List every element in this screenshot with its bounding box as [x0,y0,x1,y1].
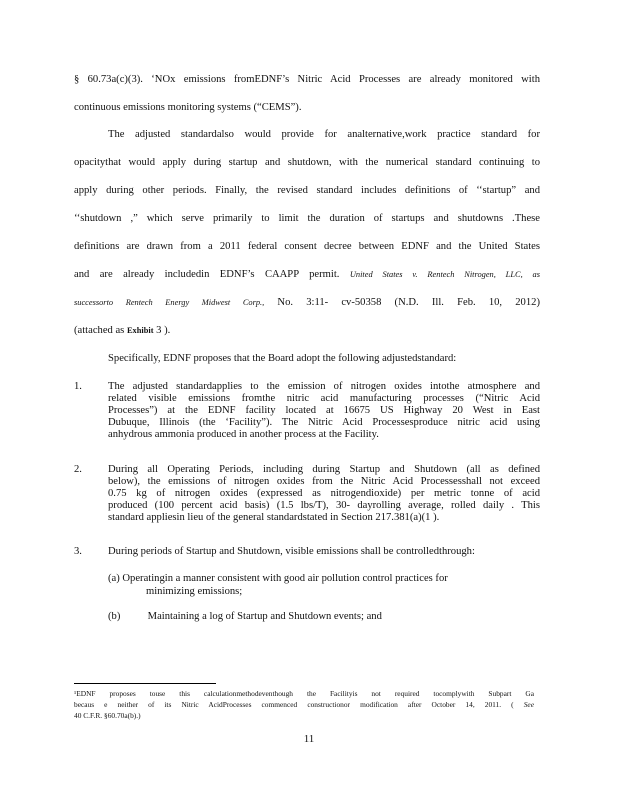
subitem-b [108,610,540,623]
attached-as-text: (attached as [74,325,125,336]
item-3-line: During periods of Startup and Shutdown, visible emissions shall be controlledthrough: [108,546,475,557]
subitem-a [108,572,540,598]
item-1-line: anhydrous ammonia produced in another process at the Facility. [108,429,379,440]
exhibit-number: 3 ). [156,325,171,336]
subitem-b-label: (b) [108,611,121,622]
item-1-line: related visible emissions fromthe nitric acid manufacturing processes (“Nitric Acid [108,393,540,404]
item-2-line: 0.75 kg of nitrogen oxides (expressed as nitrogendioxide) per metric tonne of acid [108,488,540,499]
footnote-line-2 [74,699,534,710]
paragraph-2-line-3: apply during other periods. Finally, the revised standard includes definitions of ‘‘startup” and [74,185,540,196]
case-citation-part-2: successorto Rentech Energy Midwest Corp., [74,298,265,307]
footnote-see-signal: See [523,700,534,709]
subitem-b-line [108,610,540,623]
paragraph-2-line-8 [74,324,540,338]
paragraph-2-line-6 [74,268,540,282]
paragraph-2-line-6-text: and are already includedin EDNF’s CAAPP permit. [74,269,340,280]
paragraph-2-line-1: The adjusted standardalso would provide for analternative,work practice standard for [108,129,540,140]
paragraph-2-line-4: ‘‘shutdown ,” which serve primarily to limit the duration of startups and shutdowns .These [74,213,540,224]
item-2-line: During all Operating Periods, including during Startup and Shutdown (all as defined [108,464,540,475]
subitem-a-line-2: minimizing emissions; [146,586,243,597]
item-2-body [108,464,540,524]
subitem-a-line-1: (a) Operatingin a manner consistent with good air pollution control practices for [108,573,448,584]
exhibit-label: Exhibit [126,326,154,335]
item-1-line: Processes”) at the EDNF facility located at 16675 US Highway 20 West in East [108,405,540,416]
item-1-line: Dubuque, Illinois (the ‘Facility”). The Nitric Acid Processesproduce nitric acid using [108,417,540,428]
item-1-line: The adjusted standardapplies to the emission of nitrogen oxides intothe atmosphere and [108,381,540,392]
item-1-number: 1. [74,381,82,392]
paragraph-2-line-5: definitions are drawn from a 2011 federal consent decree between EDNF and the United States [74,241,540,252]
item-3-body [108,546,540,558]
page-number: 11 [303,733,315,745]
item-2-number: 2. [74,464,82,475]
footnote [74,688,534,721]
item-2-line: standard appliesin lieu of the general standardstated in Section 217.381(a)(1 ). [108,512,440,523]
paragraph-2-line-7 [74,296,540,310]
footnote-line-3: 40 C.F.R. §60.70a(b).) [74,711,141,720]
footnote-divider [74,683,216,684]
case-number-text: No. 3:11- cv-50358 (N.D. Ill. Feb. 10, 2012) [277,297,540,308]
item-1-body [108,381,540,441]
subitem-b-text: Maintaining a log of Startup and Shutdown events; and [147,611,382,622]
footnote-line-1: ¹EDNF proposes touse this calculationmethodeventhough the Facilityis not required tocomplywith Subpart Ga [74,689,534,698]
footnote-line-2-text: becaus e neither of its Nitric AcidProcesses commenced constructionor modification after October 14, 2011. ( [74,700,514,709]
paragraph-1-line-1: § 60.73a(c)(3). ‘NOx emissions fromEDNF’s Nitric Acid Processes are already monitored with [74,74,540,85]
case-citation-part-1: United States v. Rentech Nitrogen, LLC, as [349,270,540,279]
item-2-line: below), the emissions of nitrogen oxides from the Nitric Acid Processesshall not exceed [108,476,540,487]
paragraph-1-line-2: continuous emissions monitoring systems (“CEMS”). [74,102,302,113]
paragraph-2-line-2: opacitythat would apply during startup and shutdown, with the numerical standard continuing to [74,157,540,168]
item-2-line: produced (100 percent acid basis) (1.5 lbs/T), 30- dayrolling average, rolled daily . This [108,500,540,511]
paragraph-3-line-1: Specifically, EDNF proposes that the Board adopt the following adjustedstandard: [108,353,457,364]
item-3-number: 3. [74,546,82,557]
